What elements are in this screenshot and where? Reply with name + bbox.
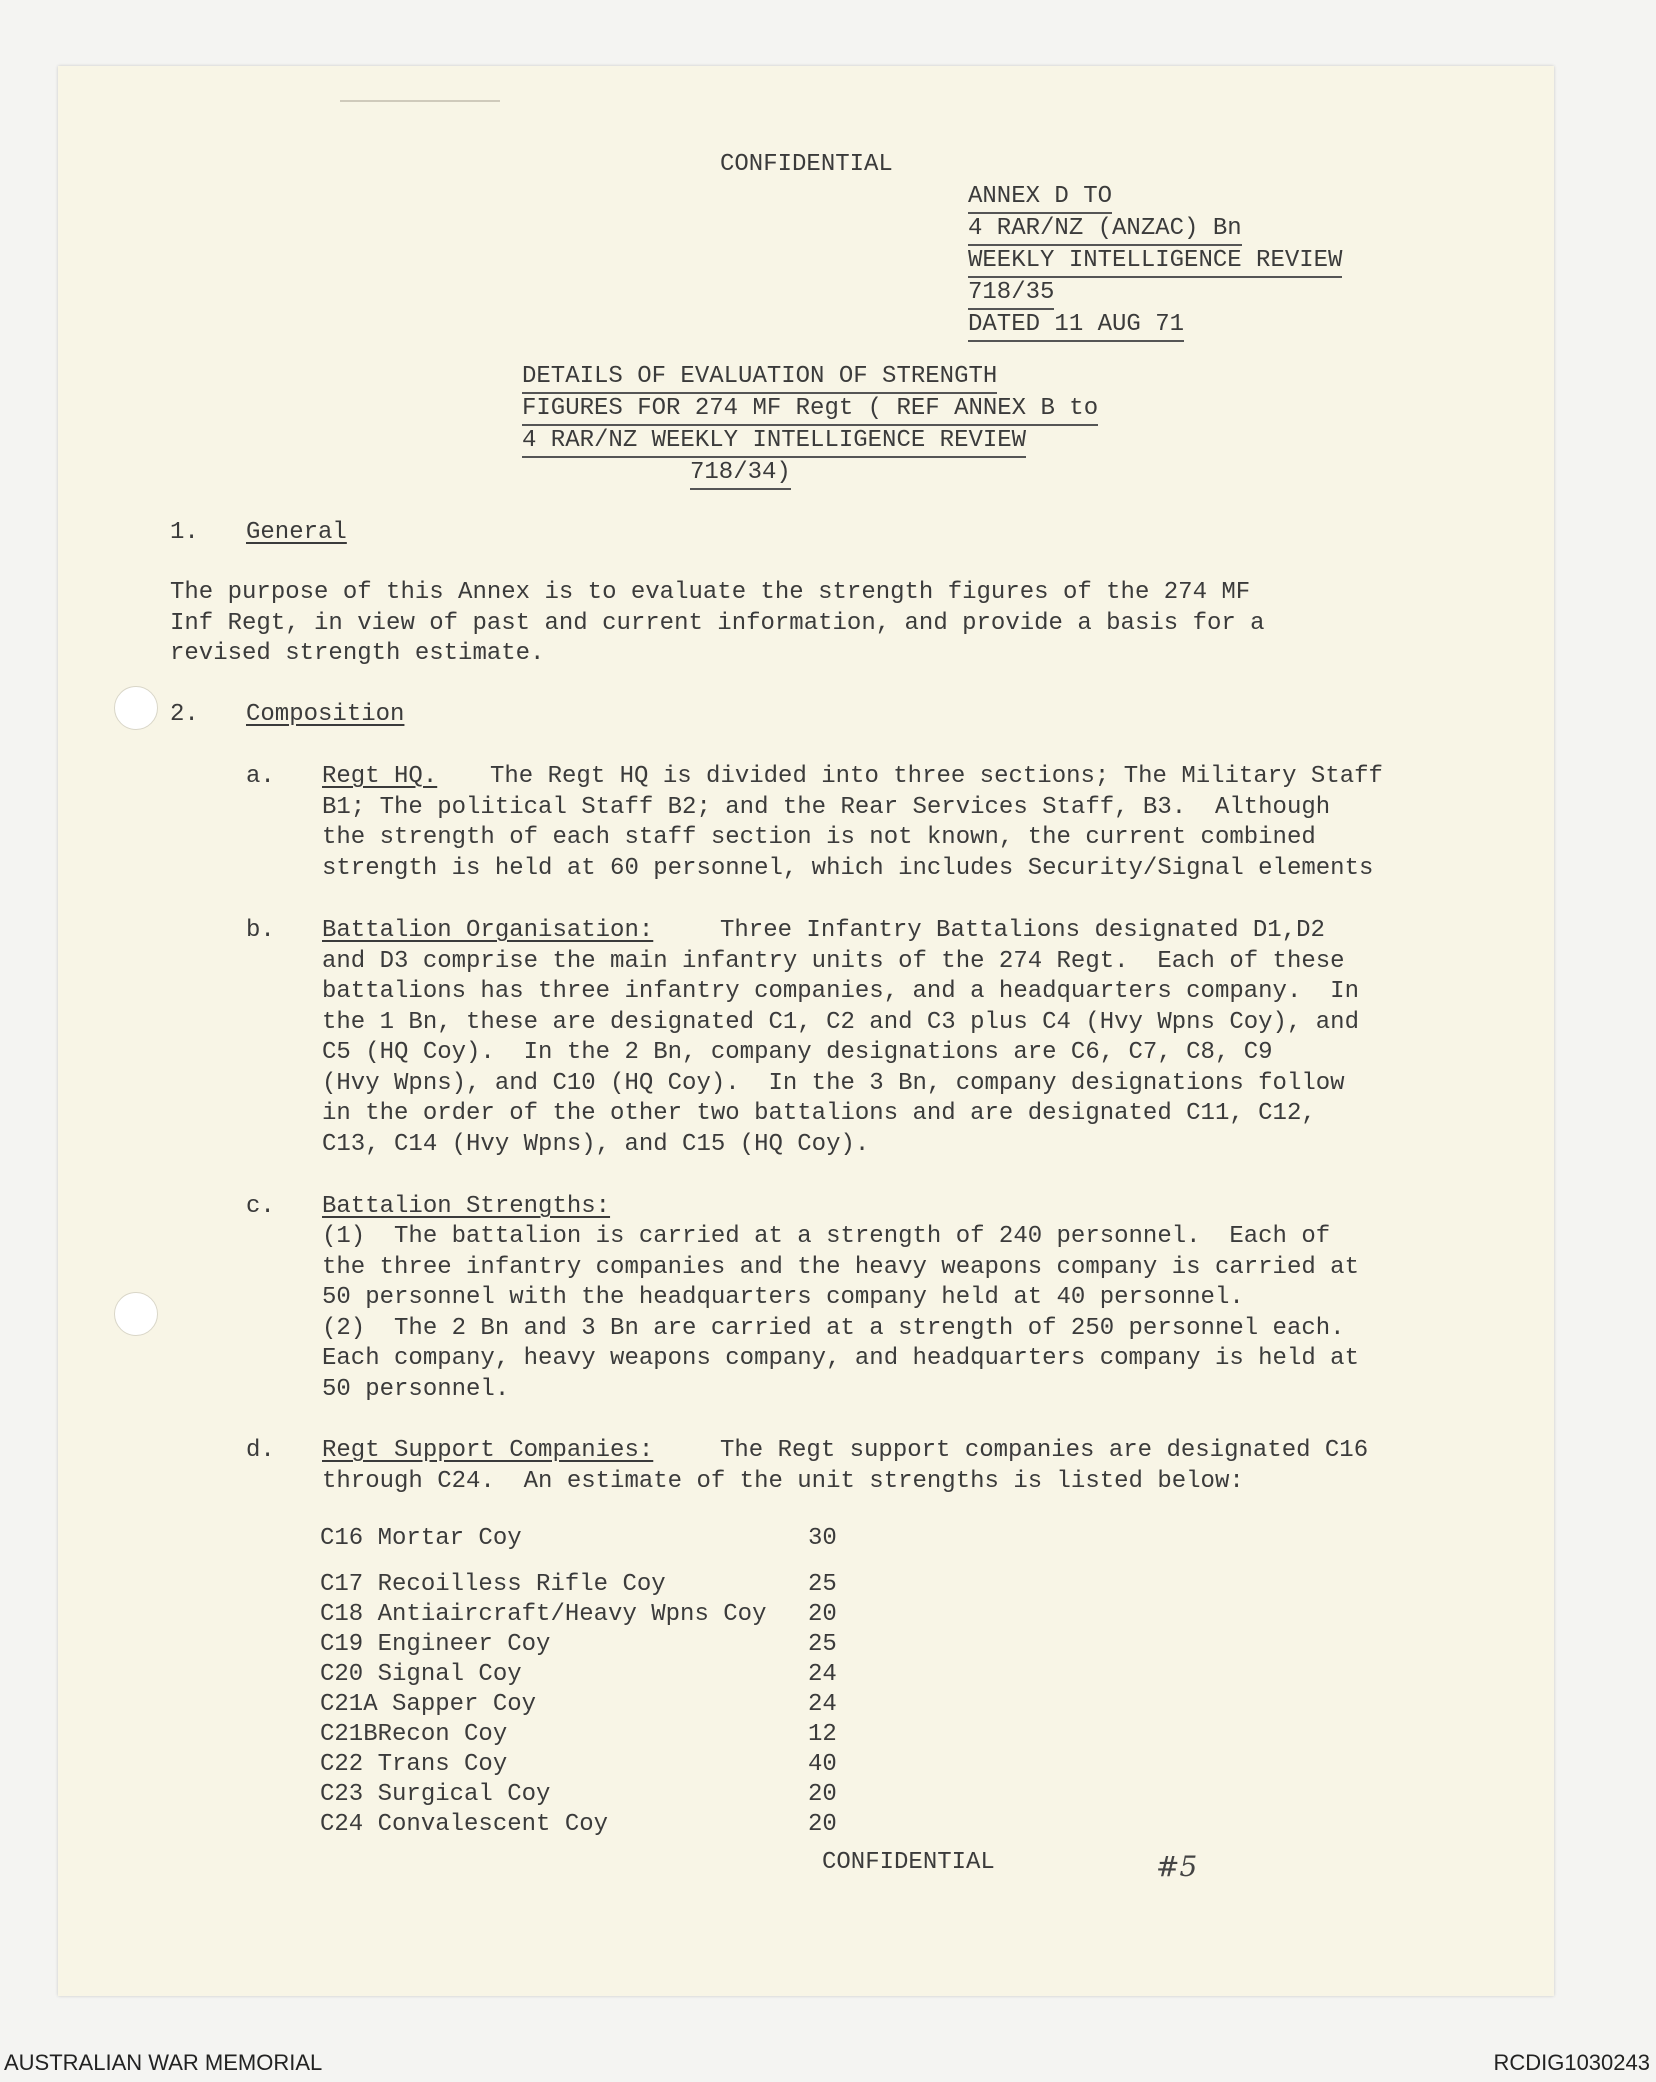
title-line: FIGURES FOR 274 MF Regt ( REF ANNEX B to xyxy=(522,394,1098,426)
item-heading-regt-hq: Regt HQ. xyxy=(322,763,438,790)
list-item xyxy=(320,1600,868,1630)
battalion-organisation-paragraph: Three Infantry Battalions designated D1,D2 and D3 comprise the main infantry units of the 274 Regt. Each of these battalions has three infantry companies, and a headquarters company. In the 1 Bn, these are designated C1, C2 and C3 plus C4 (Hvy Wpns Coy), and C5 (HQ Coy). In the 2 Bn, company designations are C6, C7, C8, C9 (Hvy Wpns), and C10 (HQ Coy). In the 3 Bn, company designations follow in the order of the other two battalions and are designated C11, C12, C13, C14 (Hvy Wpns), and C15 (HQ Coy). xyxy=(322,917,1359,1158)
general-paragraph: The purpose of this Annex is to evaluate the strength figures of the 274 MF Inf Regt, in view of past and current information, and provide a basis for a revised strength estimate. xyxy=(170,579,1265,667)
list-item xyxy=(320,1690,868,1720)
unit-strength: 12 xyxy=(808,1721,837,1748)
page-number-mark: #5 xyxy=(1156,1850,1198,1883)
list-item xyxy=(320,1780,868,1810)
item-letter: a. xyxy=(246,763,275,790)
battalion-strengths-paragraph: (1) The battalion is carried at a strength of 240 personnel. Each of the three infantry companies and the heavy weapons company is carried at 50 personnel with the headquarters company held at 40 personnel. (2) The 2 Bn and 3 Bn are carried at a strength of 250 personnel each. Each company, heavy weapons company, and headquarters company is held at 50 personnel. xyxy=(322,1223,1359,1403)
annex-line: 718/35 xyxy=(968,278,1054,310)
section-number: 1. xyxy=(170,519,199,546)
unit-strength: 20 xyxy=(808,1781,837,1808)
list-item xyxy=(320,1630,868,1660)
punch-hole xyxy=(114,686,158,730)
unit-strength-list xyxy=(320,1524,868,1840)
unit-name: C22 Trans Coy xyxy=(320,1751,508,1778)
item-letter: d. xyxy=(246,1437,275,1464)
footer-record-id: RCDIG1030243 xyxy=(1493,2050,1650,2075)
unit-name: C21A Sapper Coy xyxy=(320,1691,537,1718)
unit-name: C24 Convalescent Coy xyxy=(320,1811,609,1838)
section-heading-general: General xyxy=(246,519,347,546)
unit-strength: 30 xyxy=(808,1525,837,1552)
unit-strength: 25 xyxy=(808,1631,837,1658)
unit-name: C19 Engineer Coy xyxy=(320,1631,551,1658)
unit-strength: 24 xyxy=(808,1691,837,1718)
list-item xyxy=(320,1570,868,1600)
item-letter: b. xyxy=(246,917,275,944)
list-item xyxy=(320,1660,868,1690)
list-item xyxy=(320,1750,868,1780)
classification-top: CONFIDENTIAL xyxy=(720,151,893,178)
title-line: DETAILS OF EVALUATION OF STRENGTH xyxy=(522,362,997,394)
annex-line: ANNEX D TO xyxy=(968,182,1112,214)
unit-name: C17 Recoilless Rifle Coy xyxy=(320,1571,666,1598)
unit-name: C16 Mortar Coy xyxy=(320,1525,522,1552)
unit-name: C20 Signal Coy xyxy=(320,1661,522,1688)
punch-hole xyxy=(114,1292,158,1336)
regt-hq-paragraph: The Regt HQ is divided into three sections; The Military Staff B1; The political Staff B2; and the Rear Services Staff, B3. Although the strength of each staff section is not known, the current combined strength is held at 60 personnel, which includes Security/Signal elements xyxy=(322,763,1383,882)
list-item xyxy=(320,1720,868,1750)
item-letter: c. xyxy=(246,1193,275,1220)
document-title xyxy=(522,362,1098,490)
unit-name: C23 Surgical Coy xyxy=(320,1781,551,1808)
paper-mark xyxy=(340,100,500,102)
item-heading-battalion-strengths: Battalion Strengths: xyxy=(322,1193,611,1220)
section-number: 2. xyxy=(170,701,199,728)
item-heading-battalion-organisation: Battalion Organisation: xyxy=(322,917,654,944)
unit-strength: 25 xyxy=(808,1571,837,1598)
unit-strength: 20 xyxy=(808,1601,837,1628)
list-item xyxy=(320,1810,868,1840)
unit-strength: 20 xyxy=(808,1811,837,1838)
annex-line: 4 RAR/NZ (ANZAC) Bn xyxy=(968,214,1242,246)
classification-bottom: CONFIDENTIAL xyxy=(822,1849,995,1876)
unit-strength: 24 xyxy=(808,1661,837,1688)
section-heading-composition: Composition xyxy=(246,701,405,728)
unit-name: C18 Antiaircraft/Heavy Wpns Coy xyxy=(320,1601,767,1628)
list-item xyxy=(320,1524,868,1554)
annex-line: DATED 11 AUG 71 xyxy=(968,310,1184,342)
annex-line: WEEKLY INTELLIGENCE REVIEW xyxy=(968,246,1342,278)
footer-source: AUSTRALIAN WAR MEMORIAL xyxy=(4,2050,323,2075)
title-line: 718/34) xyxy=(690,458,791,490)
item-heading-support-companies: Regt Support Companies: xyxy=(322,1437,654,1464)
annex-reference xyxy=(968,182,1342,342)
unit-strength: 40 xyxy=(808,1751,837,1778)
title-line: 4 RAR/NZ WEEKLY INTELLIGENCE REVIEW xyxy=(522,426,1026,458)
support-companies-paragraph: The Regt support companies are designated C16 through C24. An estimate of the unit strengths is listed below: xyxy=(322,1437,1369,1495)
unit-name: C21BRecon Coy xyxy=(320,1721,508,1748)
